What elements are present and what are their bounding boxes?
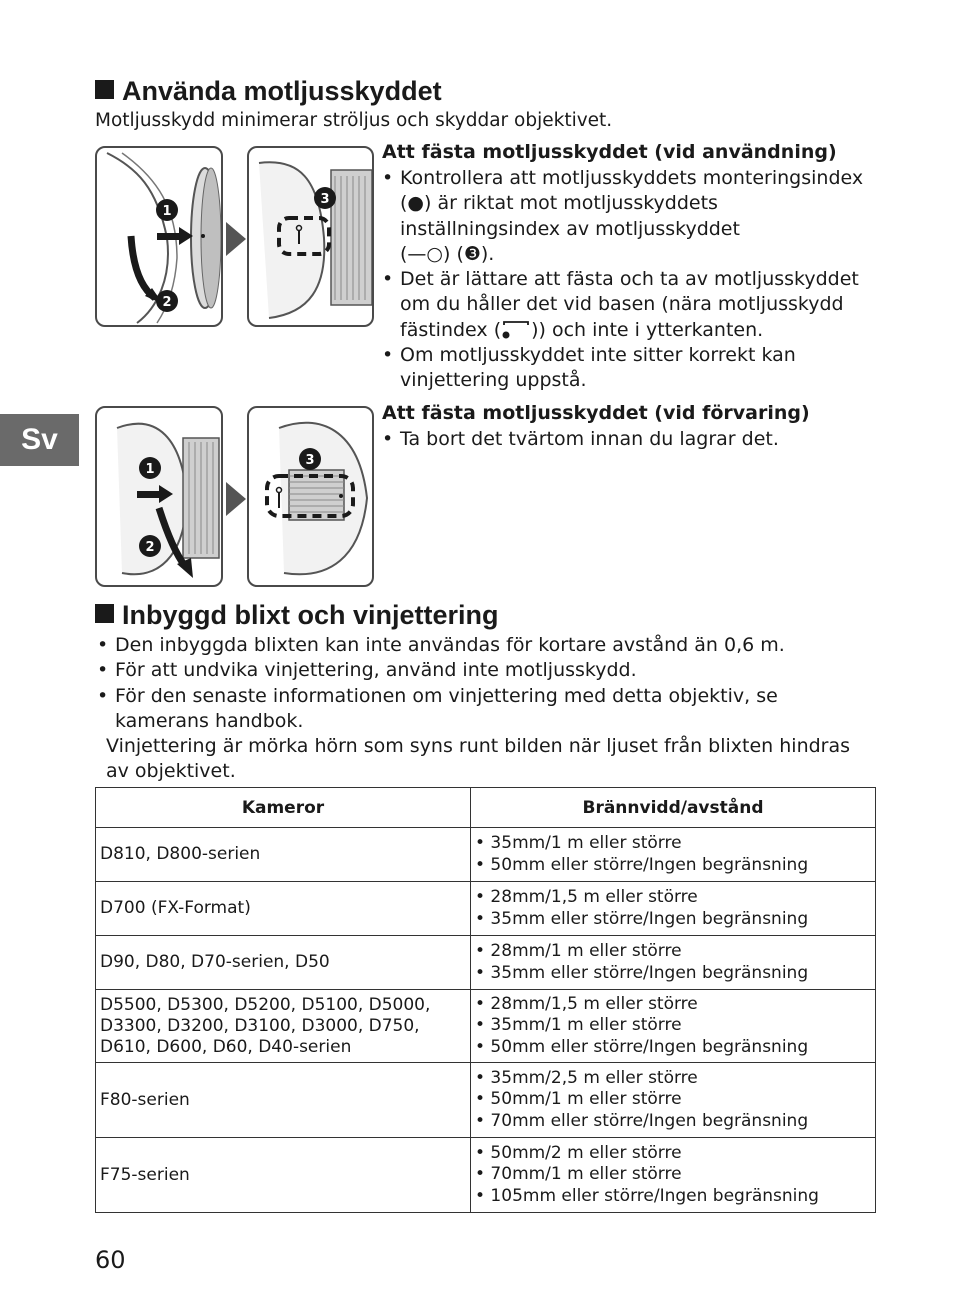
figure-step-label-2: 2 <box>162 295 172 310</box>
focal-distance-line: • 35mm/2,5 m eller större <box>475 1068 698 1089</box>
vignetting-table <box>95 787 876 1213</box>
attach-use-heading: Att fästa motljusskyddet (vid användning) <box>382 141 837 163</box>
section-title-text: Använda motljusskyddet <box>122 76 442 106</box>
focal-distance-line: • 28mm/1 m eller större <box>475 941 682 962</box>
focal-distance-line: • 70mm/1 m eller större <box>475 1164 682 1185</box>
camera-cell <box>96 990 471 1063</box>
camera-line: D810, D800-serien <box>100 844 261 864</box>
list-line: • För den senaste informationen om vinjettering med detta objektiv, se <box>115 684 778 707</box>
attach-store-list <box>382 427 882 452</box>
focal-distance-line: • 50mm/1 m eller större <box>475 1089 682 1110</box>
focal-distance-cell <box>471 936 876 990</box>
table-row <box>96 828 876 882</box>
camera-line: D3300, D3200, D3100, D3000, D750, <box>100 1015 420 1036</box>
focal-distance-line: • 35mm eller större/Ingen begränsning <box>475 962 809 983</box>
paragraph-line: av objektivet. <box>106 760 236 783</box>
focal-distance-cell <box>471 1138 876 1213</box>
figure-hood-attach-step-2 <box>247 146 374 327</box>
focal-distance-line: • 50mm eller större/Ingen begränsning <box>475 1036 809 1057</box>
focal-distance-cell <box>471 990 876 1063</box>
camera-line: F75-serien <box>100 1164 190 1185</box>
list-item <box>97 684 897 735</box>
section-title-lens-hood <box>95 76 442 107</box>
attach-use-list <box>382 166 882 394</box>
list-item <box>382 427 882 452</box>
list-line: För att undvika vinjettering, använd inte motljusskydd. <box>115 659 637 682</box>
table-row <box>96 990 876 1063</box>
figure-hood-storage-step-2 <box>247 406 374 587</box>
focal-distance-cell <box>471 828 876 882</box>
text-fragment: )) och inte i ytterkanten. <box>531 318 764 341</box>
focal-distance-line: • 50mm/2 m eller större <box>475 1143 682 1164</box>
table-row <box>96 1063 876 1138</box>
paragraph-line: Vinjettering är mörka hörn som syns runt bilden när ljuset från blixten hindras <box>106 735 851 757</box>
focal-distance-line: • 28mm/1,5 m eller större <box>475 887 698 908</box>
focal-distance-line: • 105mm eller större/Ingen begränsning <box>475 1185 819 1206</box>
list-line: kamerans handbok. <box>115 709 304 732</box>
camera-cell <box>96 1063 471 1138</box>
figure-step-label-3: 3 <box>305 453 315 468</box>
list-line <box>400 318 882 343</box>
list-line: vinjettering uppstå. <box>400 369 587 392</box>
section-intro: Motljusskydd minimerar ströljus och skyddar objektivet. <box>95 110 613 131</box>
table-row <box>96 1138 876 1213</box>
camera-cell <box>96 828 471 882</box>
focal-distance-line: • 35mm/1 m eller större <box>475 833 682 854</box>
figure-step-label-2: 2 <box>145 540 155 555</box>
section-title-flash-vignetting <box>95 600 499 631</box>
figure-hood-attach-step-1 <box>95 146 223 327</box>
list-line: Den inbyggda blixten kan inte användas för kortare avstånd än 0,6 m. <box>115 634 785 656</box>
list-item <box>382 267 882 343</box>
figure-hood-storage-step-1 <box>95 406 223 587</box>
list-line: • Det är lättare att fästa och ta av motljusskyddet <box>400 268 859 291</box>
camera-line: D700 (FX-Format) <box>100 898 251 918</box>
heading-square-icon <box>95 604 114 623</box>
table-row <box>96 936 876 990</box>
figure-step-label-1: 1 <box>162 204 172 219</box>
camera-cell <box>96 936 471 990</box>
focal-distance-line: • 70mm eller större/Ingen begränsning <box>475 1110 809 1131</box>
column-header: Brännvidd/avstånd <box>471 788 876 828</box>
heading-square-icon <box>95 80 114 99</box>
text-fragment: fästindex ( <box>400 318 502 341</box>
focal-distance-line: • 35mm/1 m eller större <box>475 1015 682 1036</box>
camera-line: F80-serien <box>100 1089 190 1110</box>
camera-line: D610, D600, D60, D40-serien <box>100 1036 352 1057</box>
list-line: inställningsindex av motljusskyddet <box>400 217 740 240</box>
focal-distance-line: • 35mm eller större/Ingen begränsning <box>475 908 809 929</box>
flash-list <box>97 633 897 734</box>
camera-cell <box>96 1138 471 1213</box>
list-line: • Om motljusskyddet inte sitter korrekt kan <box>400 344 796 367</box>
list-item <box>382 166 882 267</box>
focal-distance-line: • 50mm eller större/Ingen begränsning <box>475 854 809 875</box>
list-line: om du håller det vid basen (nära motljusskydd <box>400 293 844 316</box>
focal-distance-cell <box>471 1063 876 1138</box>
page-number: 60 <box>95 1246 126 1274</box>
attach-store-heading: Att fästa motljusskyddet (vid förvaring) <box>382 402 810 424</box>
list-item <box>382 343 882 394</box>
list-line: (●) är riktat mot motljusskyddets <box>400 192 718 215</box>
camera-line: D90, D80, D70-serien, D50 <box>100 952 330 972</box>
list-line: (—○) (❸). <box>400 242 495 265</box>
focal-distance-cell <box>471 882 876 936</box>
camera-cell <box>96 882 471 936</box>
focal-distance-line: • 28mm/1,5 m eller större <box>475 994 698 1015</box>
figure-step-label-1: 1 <box>145 462 155 477</box>
table-row <box>96 882 876 936</box>
column-header: Kameror <box>96 788 471 828</box>
table-header-row <box>96 788 876 828</box>
section-title-text: Inbyggd blixt och vinjettering <box>122 600 499 630</box>
list-item <box>97 633 897 658</box>
hood-mount-index-icon <box>501 320 531 340</box>
step-arrow-icon <box>226 482 246 516</box>
list-line: Ta bort det tvärtom innan du lagrar det. <box>400 428 779 450</box>
step-arrow-icon <box>226 222 246 256</box>
camera-line: D5500, D5300, D5200, D5100, D5000, <box>100 994 431 1015</box>
vignetting-paragraph <box>106 734 906 785</box>
figure-step-label-3: 3 <box>320 192 330 207</box>
list-line: • Kontrollera att motljusskyddets monteringsindex <box>400 167 864 189</box>
language-tab: Sv <box>0 414 79 466</box>
list-item <box>97 658 897 683</box>
